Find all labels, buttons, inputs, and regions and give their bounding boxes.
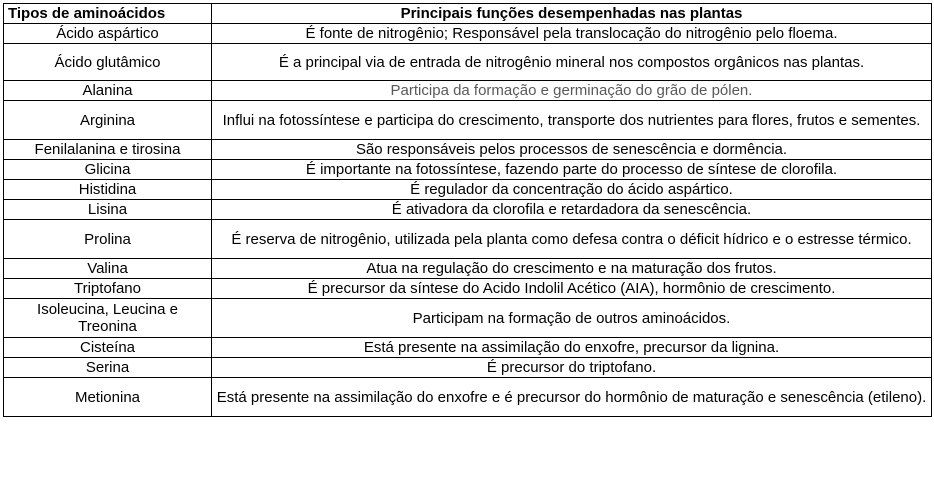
table-row — [4, 160, 932, 180]
header-main-functions: Principais funções desempenhadas nas plantas — [212, 4, 932, 24]
function-cell: Participam na formação de outros aminoácidos. — [212, 299, 932, 338]
amino-acid-cell: Ácido glutâmico — [4, 44, 212, 81]
header-amino-acid-types: Tipos de aminoácidos — [4, 4, 212, 24]
table-row — [4, 279, 932, 299]
function-cell: É regulador da concentração do ácido aspártico. — [212, 180, 932, 200]
function-cell: É reserva de nitrogênio, utilizada pela planta como defesa contra o déficit hídrico e o estresse térmico. — [212, 220, 932, 259]
table-row — [4, 44, 932, 81]
function-cell: É precursor do triptofano. — [212, 358, 932, 378]
amino-acid-cell: Valina — [4, 259, 212, 279]
table-row — [4, 81, 932, 101]
function-cell: Atua na regulação do crescimento e na maturação dos frutos. — [212, 259, 932, 279]
function-cell: É fonte de nitrogênio; Responsável pela translocação do nitrogênio pelo floema. — [212, 24, 932, 44]
table-row — [4, 299, 932, 338]
amino-acid-cell: Lisina — [4, 200, 212, 220]
table-row — [4, 259, 932, 279]
amino-acid-cell: Triptofano — [4, 279, 212, 299]
function-cell: Participa da formação e germinação do grão de pólen. — [212, 81, 932, 101]
function-cell: É precursor da síntese do Acido Indolil Acético (AIA), hormônio de crescimento. — [212, 279, 932, 299]
function-cell: Influi na fotossíntese e participa do crescimento, transporte dos nutrientes para flores, frutos e sementes. — [212, 101, 932, 140]
function-cell: Está presente na assimilação do enxofre e é precursor do hormônio de maturação e senescência (etileno). — [212, 378, 932, 417]
table-row — [4, 180, 932, 200]
amino-acid-cell: Serina — [4, 358, 212, 378]
amino-acid-cell: Glicina — [4, 160, 212, 180]
function-cell: É importante na fotossíntese, fazendo parte do processo de síntese de clorofila. — [212, 160, 932, 180]
amino-acid-cell: Fenilalanina e tirosina — [4, 140, 212, 160]
amino-acid-table — [3, 3, 932, 417]
table-row — [4, 378, 932, 417]
header-row — [4, 4, 932, 24]
table-row — [4, 358, 932, 378]
table-row — [4, 200, 932, 220]
amino-acid-cell: Alanina — [4, 81, 212, 101]
table-row — [4, 220, 932, 259]
amino-acid-cell: Ácido aspártico — [4, 24, 212, 44]
function-cell: Está presente na assimilação do enxofre, precursor da lignina. — [212, 338, 932, 358]
amino-acid-cell: Cisteína — [4, 338, 212, 358]
amino-acid-cell: Histidina — [4, 180, 212, 200]
table-row — [4, 101, 932, 140]
function-cell: É ativadora da clorofila e retardadora da senescência. — [212, 200, 932, 220]
amino-acid-cell: Metionina — [4, 378, 212, 417]
amino-acid-cell: Isoleucina, Leucina e Treonina — [4, 299, 212, 338]
table-row — [4, 140, 932, 160]
table-row — [4, 338, 932, 358]
table-row — [4, 24, 932, 44]
amino-acid-cell: Prolina — [4, 220, 212, 259]
amino-acid-cell: Arginina — [4, 101, 212, 140]
function-cell: É a principal via de entrada de nitrogênio mineral nos compostos orgânicos nas plantas. — [212, 44, 932, 81]
function-cell: São responsáveis pelos processos de senescência e dormência. — [212, 140, 932, 160]
